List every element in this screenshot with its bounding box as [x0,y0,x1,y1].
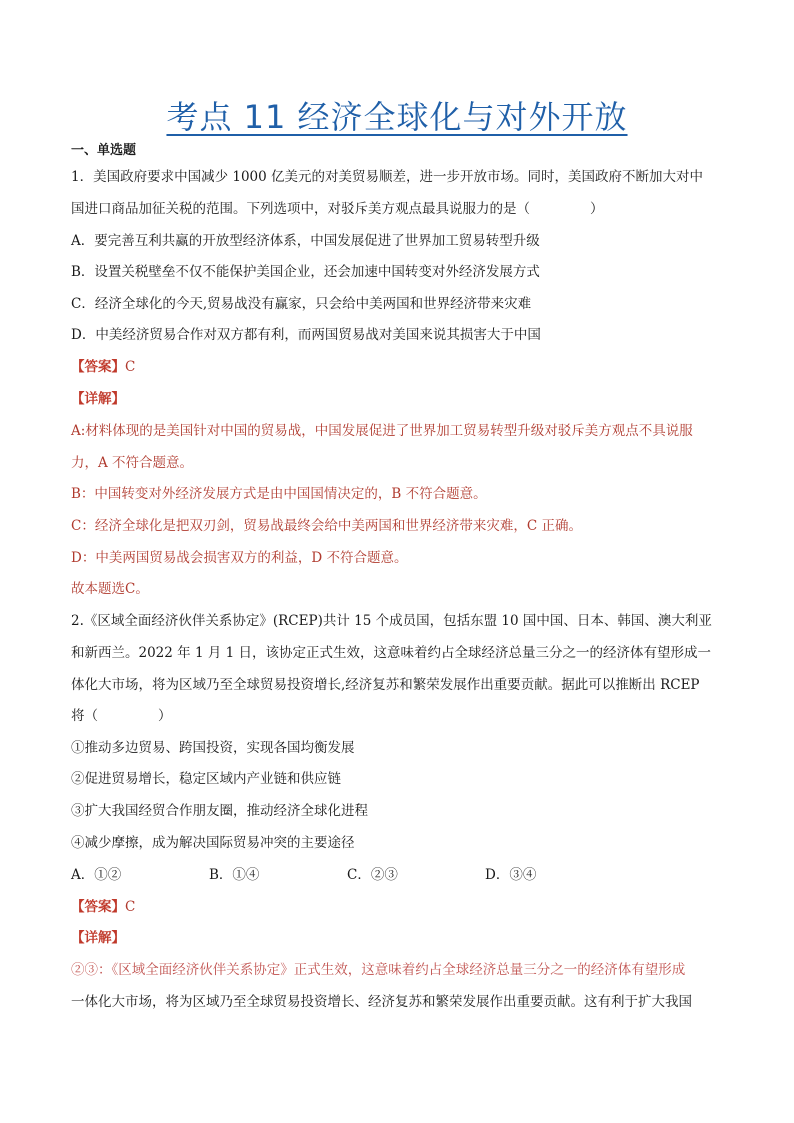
q2-explain-line2: 一体化大市场，将为区域乃至全球贸易投资增长、经济复苏和繁荣发展作出重要贡献。这有利于扩大我国 [71,994,692,1010]
q2-stem-close: ） [158,708,172,724]
section-heading: 一、单选题 [71,143,137,158]
q2-stem-line2: 和新西兰。2022 年 1 月 1 日，该协定正式生效，这意味着约占全球经济总量三分之一的经济体有望形成一 [71,645,711,661]
q2-option-d: D．③④ [485,867,537,883]
q2-options-row [71,866,537,884]
q2-explain-line1: ②③：《区域全面经济伙伴关系协定》正式生效，这意味着约占全球经济总量三分之一的经济体有望形成 [71,962,686,978]
q1-stem-line2 [71,200,604,218]
q1-answer [71,358,135,376]
q1-stem-line1: 1．美国政府要求中国减少 1000 亿美元的对美贸易顺差，进一步开放市场。同时，美国政府不断加大对中 [71,169,704,185]
q1-option-b: B．设置关税壁垒不仅不能保护美国企业，还会加速中国转变对外经济发展方式 [71,264,540,280]
q2-option-a: A．①② [71,867,122,883]
q2-answer-value: C [125,899,136,915]
q1-option-d: D．中美经济贸易合作对双方都有利，而两国贸易战对美国来说其损害大于中国 [71,327,541,343]
q2-option-b: B．①④ [209,867,260,883]
q1-explain-a-line2: 力，A 不符合题意。 [71,455,194,471]
q2-item-3: ③扩大我国经贸合作朋友圈，推动经济全球化进程 [71,803,368,819]
q2-answer [71,898,135,916]
q1-option-c: C．经济全球化的今天,贸易战没有赢家，只会给中美两国和世界经济带来灾难 [71,296,532,312]
q2-stem-line4 [71,707,172,725]
q1-stem-close: ） [590,201,604,217]
q1-detail-tag: 【详解】 [71,391,125,407]
q1-answer-tag: 【答案】 [71,359,125,375]
q1-explain-a-line1: A:材料体现的是美国针对中国的贸易战，中国发展促进了世界加工贸易转型升级对驳斥美方观点不具说服 [71,423,693,439]
q2-stem-text: 将（ [71,708,98,724]
q2-stem-line3: 体化大市场，将为区域乃至全球贸易投资增长,经济复苏和繁荣发展作出重要贡献。据此可以推断出 RCEP [71,677,700,693]
q1-conclusion: 故本题选C。 [71,581,149,597]
q2-detail-tag: 【详解】 [71,930,125,946]
q1-explain-d: D：中美两国贸易战会损害双方的利益，D 不符合题意。 [71,550,408,566]
q1-option-a: A．要完善互利共赢的开放型经济体系，中国发展促进了世界加工贸易转型升级 [71,233,540,249]
q1-stem-text: 国进口商品加征关税的范围。下列选项中，对驳斥美方观点最具说服力的是（ [71,201,530,217]
page-title: 考点 11 经济全球化与对外开放 [166,98,628,136]
q2-option-c: C．②③ [347,867,398,883]
q2-item-2: ②促进贸易增长，稳定区域内产业链和供应链 [71,771,341,787]
q1-explain-b: B：中国转变对外经济发展方式是由中国国情决定的，B 不符合题意。 [71,486,487,502]
q2-item-4: ④减少摩擦，成为解决国际贸易冲突的主要途径 [71,835,355,851]
q1-explain-c: C：经济全球化是把双刃剑，贸易战最终会给中美两国和世界经济带来灾难，C 正确。 [71,518,582,534]
q1-answer-value: C [125,359,136,375]
q2-item-1: ①推动多边贸易、跨国投资，实现各国均衡发展 [71,740,355,756]
q2-answer-tag: 【答案】 [71,899,125,915]
q2-stem-line1: 2.《区域全面经济伙伴关系协定》(RCEP)共计 15 个成员国，包括东盟 10 国中国、日本、韩国、澳大利亚 [71,613,712,629]
